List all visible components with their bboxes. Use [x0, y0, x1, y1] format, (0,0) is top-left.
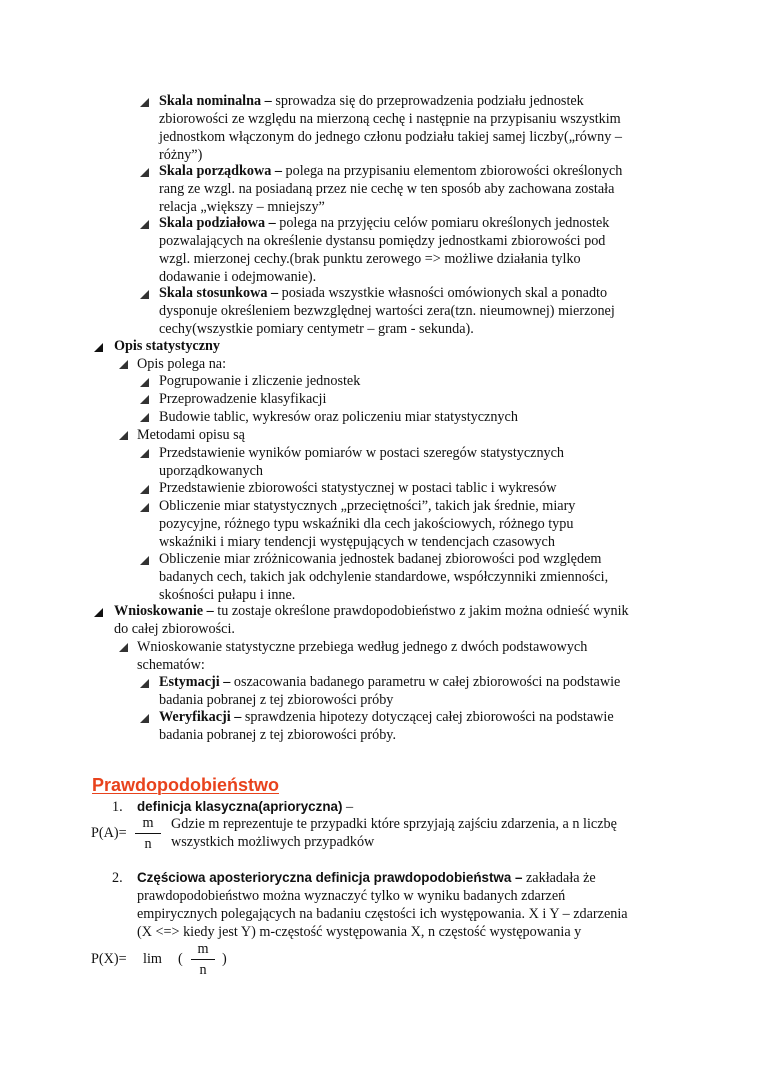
bullet-arrow-icon	[140, 556, 149, 565]
list-item-text: wskaźniki i miary tendencji występujących w tendencjach czasowych	[159, 534, 555, 550]
opis-polega: Opis polega na:	[137, 356, 227, 372]
list-item-text: skośności pułapu i inne.	[159, 587, 296, 603]
weryfikacja-line: Weryfikacji – sprawdzenia hipotezy dotyczącej całej zbiorowości na podstawie	[159, 709, 614, 725]
scale-ratio-line: Skala stosunkowa – posiada wszystkie własności omówionych skal a ponadto	[159, 285, 608, 301]
wnioskowanie-sub-text: schematów:	[137, 657, 205, 673]
weryfikacja-text: badania pobranej z tej zbiorowości próby.	[159, 727, 397, 743]
def2-text: (X <=> kiedy jest Y) m-częstość występowania X, n częstość występowania y	[137, 924, 582, 940]
fraction-bar	[191, 959, 215, 960]
bullet-arrow-icon	[119, 360, 128, 369]
formula2-lhs: P(X)=	[91, 951, 127, 967]
opis-title: Opis statystyczny	[114, 338, 221, 354]
def2-text: empirycznych polegających na badaniu częstości ich występowania. X i Y – zdarzenia	[137, 906, 628, 922]
formula2-denominator: n	[199, 962, 207, 978]
scale-nominal-text: zbiorowości ze względu na mierzoną cechę i następnie na przypisaniu wszystkim	[159, 111, 621, 127]
formula2-numerator: m	[197, 941, 209, 957]
bullet-arrow-icon	[140, 714, 149, 723]
formula2-close-paren: )	[222, 951, 227, 967]
bullet-arrow-icon	[140, 168, 149, 177]
explain1-line: wszystkich możliwych przypadków	[171, 834, 375, 850]
explain1-line: Gdzie m reprezentuje te przypadki które sprzyjają zajściu zdarzenia, a n liczbę	[171, 816, 617, 832]
def1-line: definicja klasyczna(aprioryczna) –	[137, 799, 354, 815]
formula1-numerator: m	[142, 815, 154, 831]
bullet-arrow-icon	[140, 449, 149, 458]
bullet-arrow-icon	[140, 485, 149, 494]
scale-ordinal-text: rang ze wzgl. na posiadaną przez nie cechę w ten sposób aby zachowana została	[159, 181, 615, 197]
wnioskowanie-sub: Wnioskowanie statystyczne przebiega według jednego z dwóch podstawowych	[137, 639, 588, 655]
wnioskowanie-text: do całej zbiorowości.	[114, 621, 235, 637]
list-item: Obliczenie miar statystycznych „przeciętności”, takich jak średnie, miary	[159, 498, 576, 514]
list-item-text: badanych cech, takich jak odchylenie standardowe, współczynniki zmienności,	[159, 569, 609, 585]
scale-nominal-line: Skala nominalna – sprowadza się do przeprowadzenia podziału jednostek	[159, 93, 584, 109]
formula1-denominator: n	[144, 836, 152, 852]
bullet-arrow-icon	[140, 98, 149, 107]
def1-number: 1.	[112, 799, 123, 815]
scale-ordinal-line: Skala porządkowa – polega na przypisaniu elementom zbiorowości określonych	[159, 163, 623, 179]
formula2-lim: lim	[143, 951, 162, 967]
bullet-arrow-icon	[119, 643, 128, 652]
list-item-text: uporządkowanych	[159, 463, 264, 479]
list-item: Pogrupowanie i zliczenie jednostek	[159, 373, 361, 389]
list-item: Przedstawienie zbiorowości statystycznej w postaci tablic i wykresów	[159, 480, 557, 496]
list-item: Przedstawienie wyników pomiarów w postaci szeregów statystycznych	[159, 445, 565, 461]
bullet-arrow-icon	[140, 220, 149, 229]
bullet-arrow-icon	[140, 378, 149, 387]
estymacja-line: Estymacji – oszacowania badanego parametru w całej zbiorowości na podstawie	[159, 674, 621, 690]
def2-number: 2.	[112, 870, 123, 886]
scale-nominal-text: jednostkom włączonym do jednego członu podziału takiej samej liczby(„równy –	[159, 129, 622, 145]
fraction-bar	[135, 833, 161, 834]
def2-text: prawdopodobieństwo można wyznaczyć tylko w wyniku badanych zdarzeń	[137, 888, 566, 904]
list-item: Budowie tablic, wykresów oraz policzeniu miar statystycznych	[159, 409, 518, 425]
scale-nominal-text: różny”)	[159, 147, 203, 163]
bullet-arrow-icon	[140, 395, 149, 404]
bullet-arrow-icon	[94, 608, 103, 617]
bullet-arrow-icon	[140, 413, 149, 422]
list-item: Obliczenie miar zróżnicowania jednostek badanej zbiorowości pod względem	[159, 551, 602, 567]
scale-interval-text: wzgl. mierzonej cechy.(brak punktu zerowego => możliwe działania tylko	[159, 251, 581, 267]
scale-interval-text: dodawanie i odejmowanie).	[159, 269, 317, 285]
scale-interval-line: Skala podziałowa – polega na przyjęciu celów pomiaru określonych jednostek	[159, 215, 610, 231]
bullet-arrow-icon	[140, 290, 149, 299]
scale-ratio-text: cechy(wszystkie pomiary centymetr – gram - sekunda).	[159, 321, 474, 337]
bullet-arrow-icon	[140, 503, 149, 512]
formula1-lhs: P(A)=	[91, 825, 127, 841]
wnioskowanie-line: Wnioskowanie – tu zostaje określone prawdopodobieństwo z jakim można odnieść wynik	[114, 603, 629, 619]
bullet-arrow-icon	[119, 431, 128, 440]
scale-ratio-text: dysponuje określeniem bezwzględnej wartości zera(tzn. nieumownej) mierzonej	[159, 303, 615, 319]
estymacja-text: badania pobranej z tej zbiorowości próby	[159, 692, 394, 708]
bullet-arrow-icon	[94, 343, 103, 352]
bullet-arrow-icon	[140, 679, 149, 688]
def2-line: Częściowa aposterioryczna definicja prawdopodobieństwa – zakładała że	[137, 870, 596, 886]
scale-interval-text: pozwalających na określenie dystansu pomiędzy jednostkami zbiorowości pod	[159, 233, 606, 249]
scale-ordinal-text: relacja „większy – mniejszy”	[159, 199, 325, 215]
formula2-open-paren: (	[178, 951, 183, 967]
section-heading: Prawdopodobieństwo	[92, 775, 279, 795]
list-item: Przeprowadzenie klasyfikacji	[159, 391, 327, 407]
opis-metody: Metodami opisu są	[137, 427, 245, 443]
list-item-text: pozycyjne, różnego typu wskaźniki dla cech jakościowych, różnego typu	[159, 516, 574, 532]
